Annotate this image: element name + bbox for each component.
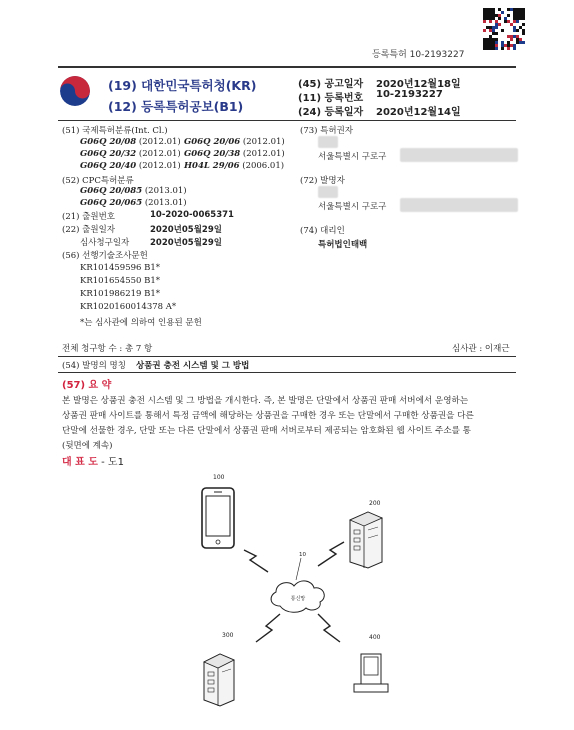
representative-figure [180,468,420,730]
redacted-address [400,198,518,212]
phone-icon [202,488,234,548]
top-rule [58,66,516,68]
prior-art-note: *는 심사관에 의하여 인용된 문헌 [80,318,202,328]
label-phone: 100 [213,474,225,481]
cpc-row: G06Q 20/085 (2013.01) [80,186,187,196]
title-rule-bottom [58,372,516,373]
cpc-title: (52) CPC특허분류 [62,176,134,186]
label-server: 200 [369,500,381,507]
label-network-text: 통신망 [290,596,306,602]
patentee-label: (73) 특허권자 [300,126,353,136]
redacted-address [400,148,518,162]
continued-note: (뒷면에 계속) [62,441,113,451]
prior-art-item: KR101986219 B1* [80,289,161,299]
examiner: 심사관 : 이재근 [452,344,510,354]
server-icon [204,654,234,706]
abstract-line: 본 발명은 상품권 충전 시스템 및 그 방법을 개시한다. 즉, 본 발명은 단말에서 상품권 판매 서버에서 운영하는 [62,396,469,406]
inventor-label: (72) 발명자 [300,176,345,186]
app-date-label: (22) 출원일자 [62,225,115,235]
header-field-pub-date: (45) 공고일자 [298,79,364,90]
office-name: (19) 대한민국특허청(KR) [108,78,257,93]
title-rule [58,356,516,357]
terminal-icon [354,654,388,692]
publication-type: (12) 등록특허공보(B1) [108,99,244,114]
cpc-row: G06Q 20/065 (2013.01) [80,198,187,208]
ipc-title: (51) 국제특허분류(Int. Cl.) [62,126,168,136]
header-rule [58,120,516,121]
inventor-address: 서울특별시 구로구 [318,202,387,212]
header-field-reg-no: (11) 등록번호 [298,93,364,104]
ipc-row: G06Q 20/40 (2012.01) [80,161,181,171]
exam-date: 2020년05월29일 [150,238,222,248]
registration-code: 등록특허 10-2193227 [372,50,465,60]
agent-label: (74) 대리인 [300,226,345,236]
invention-title: 상품권 충전 시스템 및 그 방법 [136,361,250,371]
agent-name: 특허법인태백 [318,240,368,250]
label-network: 10 [299,552,306,558]
qr-code [483,8,525,50]
abstract-line: 단말에 선물한 경우, 단말 또는 다른 단말에서 상품권 판매 서버로부터 제공되는 암호화된 웹 사이트 주소를 통 [62,426,471,436]
redacted-name [318,136,338,148]
app-no-label: (21) 출원번호 [62,212,115,222]
abstract-label: (57) 요 약 [62,380,112,391]
kipo-logo [60,76,90,106]
abstract-line: 상품권 판매 사이트를 통해서 특정 금액에 해당하는 상품권을 구매한 경우 또는 단말에서 구매한 상품권을 다른 [62,411,474,421]
header-field-reg-date: (24) 등록일자 [298,107,364,118]
prior-art-item: KR101459596 B1* [80,263,161,273]
ipc-row: G06Q 20/38 (2012.01) [184,149,285,159]
ipc-row: G06Q 20/32 (2012.01) [80,149,181,159]
ipc-row: H04L 29/06 (2006.01) [184,161,285,171]
header-value-reg-date: 2020년12월14일 [376,107,461,118]
invention-title-label: (54) 발명의 명칭 [62,361,126,371]
claims-total: 전체 청구항 수 : 총 7 항 [62,344,153,354]
header-value-reg-no: 10-2193227 [376,89,443,100]
label-terminal: 400 [369,634,381,641]
server-icon [350,512,382,568]
patentee-address: 서울특별시 구로구 [318,152,387,162]
app-no: 10-2020-0065371 [150,210,234,220]
label-server2: 300 [222,632,234,639]
prior-art-title: (56) 선행기술조사문헌 [62,251,148,261]
app-date: 2020년05월29일 [150,225,222,235]
figure-label: 대 표 도 - 도1 [62,457,124,468]
prior-art-item: KR1020160014378 A* [80,302,177,312]
header-value-pub-date: 2020년12월18일 [376,79,461,90]
redacted-name [318,186,338,198]
ipc-row: G06Q 20/06 (2012.01) [184,137,285,147]
ipc-row: G06Q 20/08 (2012.01) [80,137,181,147]
prior-art-item: KR101654550 B1* [80,276,161,286]
exam-date-label: 심사청구일자 [80,238,130,248]
